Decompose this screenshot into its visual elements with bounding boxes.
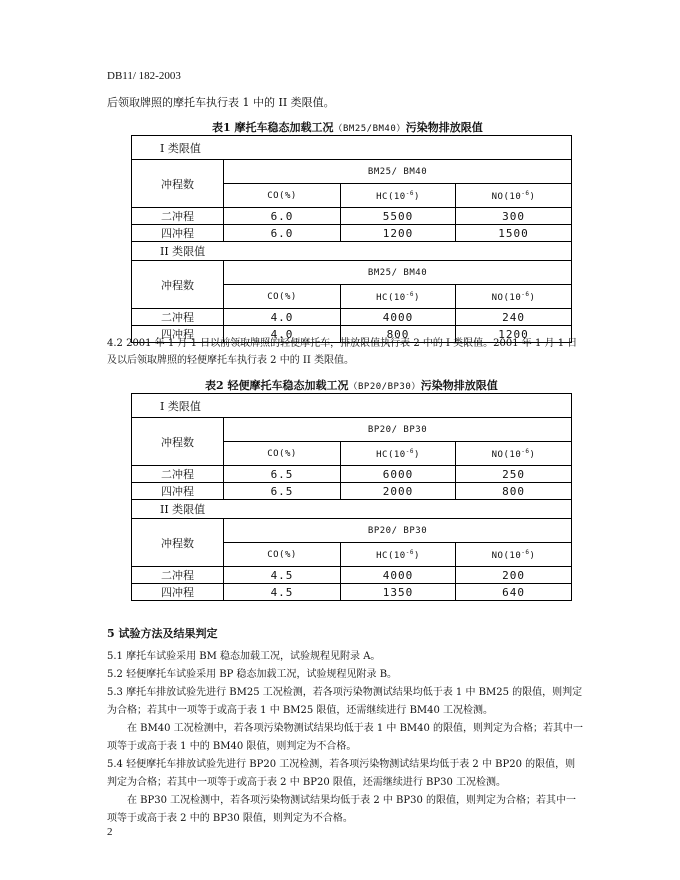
- stroke-cell: 四冲程: [132, 326, 224, 343]
- no-exp: -6: [521, 548, 530, 556]
- co-cell: 6.0: [224, 208, 341, 225]
- hc-cell: 1200: [341, 225, 456, 242]
- stroke-cell: 四冲程: [132, 483, 224, 500]
- table1-class1-col-no: [456, 184, 572, 208]
- table1-class2-col-co: CO(%): [224, 285, 341, 309]
- page-number: 2: [107, 826, 113, 838]
- stroke-cell: 二冲程: [132, 208, 224, 225]
- table2-class1-mode: BP20/ BP30: [224, 418, 572, 442]
- no-unit: NO(10: [491, 191, 522, 202]
- no-cell: 1200: [456, 326, 572, 343]
- table2-class2-col-co: CO(%): [224, 543, 341, 567]
- no-exp: -6: [521, 290, 530, 298]
- hc-exp: -6: [405, 447, 414, 455]
- para-bp30-line1: 在 BP30 工况检测中，若各项污染物测试结果均低于表 2 中 BP30 的限值，则判定为合格；若其中一: [127, 795, 577, 806]
- para-bm40-line1: 在 BM40 工况检测中，若各项污染物测试结果均低于表 1 中 BM40 的限值，则判定为合格；若其中一: [127, 723, 584, 734]
- no-cell: 200: [456, 567, 572, 584]
- hc-exp: -6: [405, 189, 414, 197]
- co-cell: 6.0: [224, 225, 341, 242]
- co-cell: 6.5: [224, 466, 341, 483]
- hc-unit: HC(10: [376, 550, 406, 561]
- no-cell: 800: [456, 483, 572, 500]
- table1-class1-col-hc: [341, 184, 456, 208]
- stroke-cell: 二冲程: [132, 567, 224, 584]
- co-cell: 4.5: [224, 567, 341, 584]
- stroke-cell: 四冲程: [132, 584, 224, 601]
- table1-caption-prefix: 表1 摩托车稳态加载工况: [212, 121, 334, 134]
- hc-exp: -6: [405, 548, 414, 556]
- no-cell: 300: [456, 208, 572, 225]
- table2-class1-label: I 类限值: [132, 394, 572, 418]
- section-5-title: 5 试验方法及结果判定: [107, 627, 218, 640]
- table1-class2-col-no: [456, 285, 572, 309]
- hc-unit: HC(10: [376, 292, 406, 303]
- hc-cell: 4000: [341, 567, 456, 584]
- table2-caption-suffix: 污染物排放限值: [420, 379, 498, 392]
- no-cell: 250: [456, 466, 572, 483]
- no-close: ): [529, 191, 536, 202]
- no-exp: -6: [521, 447, 530, 455]
- table2-class2-label: II 类限值: [132, 500, 572, 519]
- table2-class2-stroke-header: 冲程数: [132, 519, 224, 567]
- table2: [131, 393, 572, 601]
- table2-class1-col-co: CO(%): [224, 442, 341, 466]
- table1-caption-mode: （BM25/BM40）: [333, 124, 406, 134]
- para-bp30-line2: 项等于或高于表 2 中的 BP30 限值，则判定为不合格。: [107, 813, 353, 824]
- table1-class1-label: I 类限值: [132, 136, 572, 160]
- table1: [131, 135, 572, 343]
- co-cell: 4.0: [224, 309, 341, 326]
- stroke-cell: 二冲程: [132, 466, 224, 483]
- table1-class2-mode: BM25/ BM40: [224, 261, 572, 285]
- table2-class2-mode: BP20/ BP30: [224, 519, 572, 543]
- hc-exp: -6: [405, 290, 414, 298]
- table1-class2-col-hc: [341, 285, 456, 309]
- para-5-1: 5.1 摩托车试验采用 BM 稳态加载工况，试验规程见附录 A。: [107, 651, 381, 662]
- no-unit: NO(10: [491, 292, 522, 303]
- no-close: ): [529, 550, 536, 561]
- table-row: [132, 309, 572, 326]
- hc-unit: HC(10: [376, 449, 406, 460]
- para-5-3-line1: 5.3 摩托车排放试验先进行 BM25 工况检测，若各项污染物测试结果均低于表 1 中 BM25 的限值，则判定: [107, 687, 583, 698]
- table-row: [132, 567, 572, 584]
- table-row: [132, 584, 572, 601]
- table-row: [132, 225, 572, 242]
- no-unit: NO(10: [491, 550, 522, 561]
- stroke-cell: 四冲程: [132, 225, 224, 242]
- hc-unit: HC(10: [376, 191, 406, 202]
- table-row: [132, 483, 572, 500]
- co-cell: 4.0: [224, 326, 341, 343]
- table1-class2-stroke-header: 冲程数: [132, 261, 224, 309]
- hc-cell: 6000: [341, 466, 456, 483]
- para-5-3-line2: 为合格；若其中一项等于或高于表 1 中 BM25 限值，还需继续进行 BM40 工况检测。: [107, 705, 494, 716]
- table-row: [132, 208, 572, 225]
- no-cell: 1500: [456, 225, 572, 242]
- table1-caption: [212, 119, 483, 135]
- hc-cell: 5500: [341, 208, 456, 225]
- para-5-4-line1: 5.4 轻便摩托车排放试验先进行 BP20 工况检测，若各项污染物测试结果均低于表 2 中 BP20 的限值，则: [107, 759, 576, 770]
- table1-class2-label: II 类限值: [132, 242, 572, 261]
- table1-class1-mode: BM25/ BM40: [224, 160, 572, 184]
- hc-cell: 4000: [341, 309, 456, 326]
- hc-cell: 800: [341, 326, 456, 343]
- no-close: ): [529, 292, 536, 303]
- co-cell: 6.5: [224, 483, 341, 500]
- no-cell: 240: [456, 309, 572, 326]
- table1-class1-stroke-header: 冲程数: [132, 160, 224, 208]
- table2-class1-stroke-header: 冲程数: [132, 418, 224, 466]
- table-row: [132, 466, 572, 483]
- document-code: DB11/ 182-2003: [107, 70, 181, 82]
- table1-class1-col-co: CO(%): [224, 184, 341, 208]
- no-unit: NO(10: [491, 449, 522, 460]
- para-bm40-line2: 项等于或高于表 1 中的 BM40 限值，则判定为不合格。: [107, 741, 357, 752]
- hc-close: ): [413, 550, 420, 561]
- table2-class2-col-no: [456, 543, 572, 567]
- hc-cell: 2000: [341, 483, 456, 500]
- no-exp: -6: [521, 189, 530, 197]
- hc-close: ): [413, 292, 420, 303]
- para-5-4-line2: 判定为合格；若其中一项等于或高于表 2 中 BP20 限值，还需继续进行 BP30 工况检测。: [107, 777, 507, 788]
- no-cell: 640: [456, 584, 572, 601]
- table2-caption: [205, 377, 498, 393]
- stroke-cell: 二冲程: [132, 309, 224, 326]
- hc-close: ): [413, 449, 420, 460]
- table2-class1-col-hc: [341, 442, 456, 466]
- table2-class2-col-hc: [341, 543, 456, 567]
- para-5-2: 5.2 轻便摩托车试验采用 BP 稳态加载工况，试验规程见附录 B。: [107, 669, 398, 680]
- table2-class1-col-no: [456, 442, 572, 466]
- table2-caption-prefix: 表2 轻便摩托车稳态加载工况: [205, 379, 349, 392]
- hc-cell: 1350: [341, 584, 456, 601]
- no-close: ): [529, 449, 536, 460]
- para-4-2-line2: 及以后领取牌照的轻便摩托车执行表 2 中的 II 类限值。: [107, 355, 354, 366]
- table1-caption-suffix: 污染物排放限值: [405, 121, 483, 134]
- intro-line: 后领取牌照的摩托车执行表 1 中的 II 类限值。: [107, 96, 335, 109]
- para-4-2-line1: 4.2 2001 年 1 月 1 日以前领取牌照的轻便摩托车，排放限值执行表 2 中的 I 类限值。2001 年 1 月 1 日: [107, 338, 578, 349]
- hc-close: ): [413, 191, 420, 202]
- co-cell: 4.5: [224, 584, 341, 601]
- table2-caption-mode: （BP20/BP30）: [348, 382, 421, 392]
